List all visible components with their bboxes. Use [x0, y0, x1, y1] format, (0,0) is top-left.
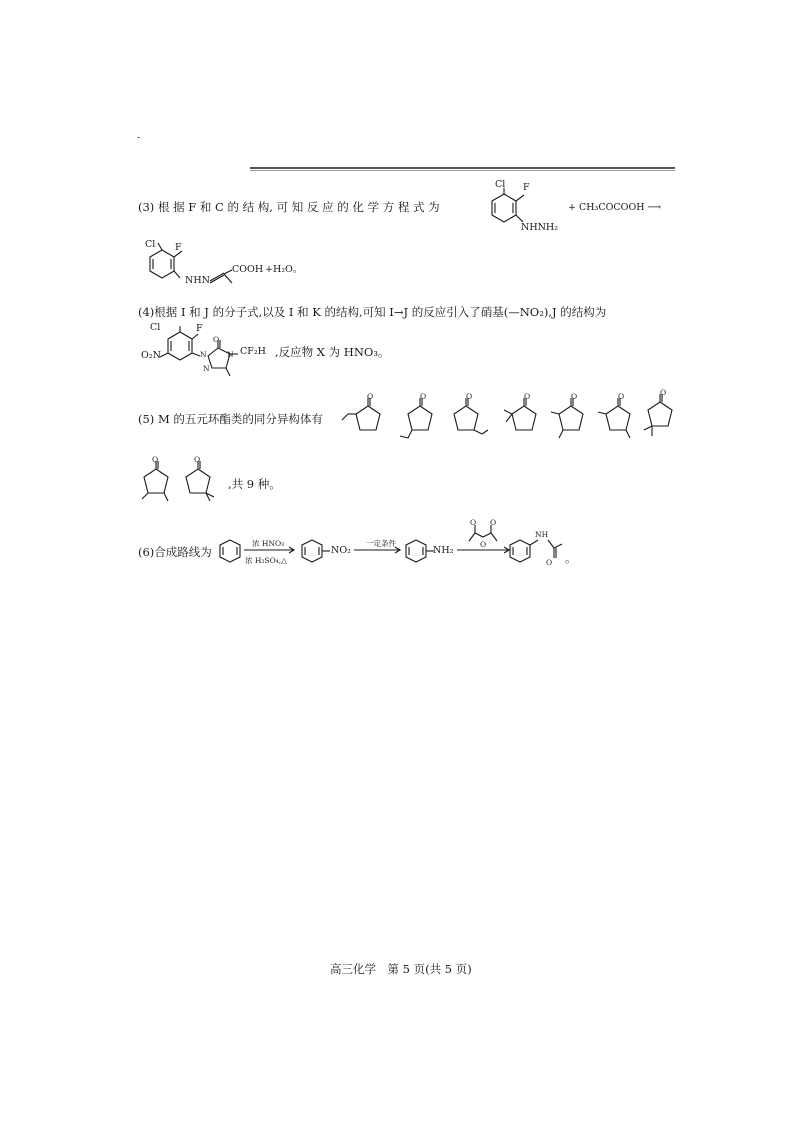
q6-nh-label: NH	[535, 530, 549, 539]
q4-o-label: O	[213, 335, 220, 344]
q4-n3-label: N	[227, 350, 234, 359]
q5-o-8: O	[152, 455, 159, 464]
q5-tail: ,共 9 种。	[228, 477, 281, 491]
q4-n2-label: N	[203, 364, 210, 373]
q5-isomer-6	[592, 392, 642, 442]
q6-o-1: O	[470, 518, 477, 527]
q5-isomer-4	[498, 392, 548, 442]
q6-no2-label: NO₂	[331, 545, 351, 556]
q6-nh2-label: NH₂	[433, 545, 454, 556]
q6-arrow2-top: 一定条件	[366, 539, 396, 548]
q6-text: (6)合成路线为	[138, 545, 212, 559]
q5-o-4: O	[524, 392, 531, 401]
q3-product-nhn: NHN	[185, 275, 210, 286]
q5-o-9: O	[194, 455, 201, 464]
q3-f-bond	[516, 195, 524, 201]
q3-plus-water: +H₂O。	[265, 264, 303, 275]
q3-nhnh2-label: NHNH₂	[521, 222, 559, 233]
q4-cf2h-label: CF₂H	[240, 346, 266, 357]
page-footer: 高三化学 第 5 页(共 5 页)	[330, 962, 472, 976]
q5-o-5: O	[571, 392, 578, 401]
q6-o-3: O	[490, 518, 497, 527]
q3-product-cl: Cl	[145, 239, 156, 250]
q4-tail: ,反应物 X 为 HNO₃。	[275, 345, 390, 359]
top-rule	[250, 167, 675, 169]
q5-o-1: O	[367, 392, 374, 401]
q6-arrow1-top: 浓 HNO₃	[252, 539, 285, 548]
q5-o-7: O	[660, 388, 667, 397]
top-rule-thin	[250, 170, 675, 171]
q6-o-4: O	[546, 558, 553, 567]
q6-end: 。	[565, 551, 577, 565]
q4-cl-label: Cl	[150, 322, 161, 333]
q3-plus-reagent: + CH₃COCOOH ⟶	[568, 202, 662, 213]
q3-product-f: F	[175, 242, 182, 253]
q5-o-6: O	[618, 392, 625, 401]
header-mark: -	[137, 132, 141, 143]
q4-f-label: F	[196, 323, 203, 334]
q5-o-3: O	[466, 392, 473, 401]
q6-o-2: O	[480, 540, 487, 549]
q4-o2n-label: O₂N	[141, 350, 161, 361]
q5-text: (5) M 的五元环酯类的同分异构体有	[138, 412, 323, 426]
q5-isomer-1	[340, 392, 390, 442]
q5-isomer-5	[545, 392, 595, 442]
q3-text: (3) 根 据 F 和 C 的 结 构, 可 知 反 应 的 化 学 方 程 式 为	[138, 200, 440, 214]
q3-n-bond	[516, 215, 523, 222]
q4-text: (4)根据 I 和 J 的分子式,以及 I 和 K 的结构,可知 I→J 的反应引入了硝基(—NO₂),J 的结构为	[138, 305, 607, 319]
q6-arrow-3	[455, 515, 513, 557]
q3-cl-label: Cl	[495, 179, 506, 190]
q5-o-2: O	[420, 392, 427, 401]
q5-isomer-9	[180, 455, 230, 510]
q6-arrow1-bottom: 浓 H₂SO₄,△	[245, 556, 287, 565]
q3-f-label: F	[523, 182, 530, 193]
q3-product-cooh: COOH	[232, 264, 264, 275]
q6-benzene-1	[218, 538, 242, 564]
q4-n1-label: N	[200, 350, 207, 359]
